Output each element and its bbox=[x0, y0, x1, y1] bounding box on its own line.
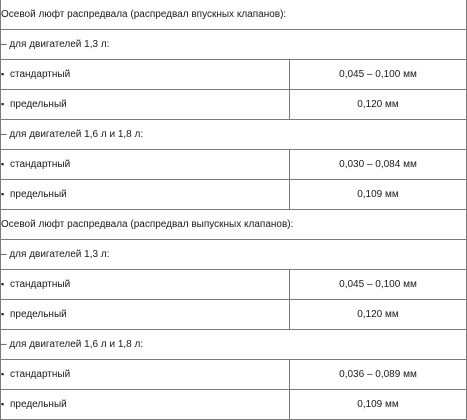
param-cell bbox=[1, 270, 290, 300]
value-cell: 0,109 мм bbox=[290, 180, 467, 210]
table-row bbox=[1, 300, 467, 330]
table-row bbox=[1, 60, 467, 90]
table-row bbox=[1, 120, 467, 150]
bullet-icon: ▪ bbox=[1, 399, 5, 409]
table-row bbox=[1, 330, 467, 360]
value-cell: 0,045 – 0,100 мм bbox=[290, 60, 467, 90]
table-row bbox=[1, 390, 467, 420]
section-heading: Осевой люфт распредвала (распредвал выпускных клапанов): bbox=[1, 210, 467, 240]
param-label: стандартный bbox=[10, 369, 71, 380]
param-cell bbox=[1, 300, 290, 330]
bullet-icon: ▪ bbox=[1, 159, 5, 169]
table-row bbox=[1, 360, 467, 390]
bullet-icon: ▪ bbox=[1, 99, 5, 109]
value-cell: 0,120 мм bbox=[290, 300, 467, 330]
value-cell: 0,120 мм bbox=[290, 90, 467, 120]
value-cell: 0,036 – 0,089 мм bbox=[290, 360, 467, 390]
table-row bbox=[1, 0, 467, 30]
param-label: предельный bbox=[10, 99, 67, 110]
bullet-icon: ▪ bbox=[1, 369, 5, 379]
table-row bbox=[1, 180, 467, 210]
value-cell: 0,030 – 0,084 мм bbox=[290, 150, 467, 180]
section-heading: Осевой люфт распредвала (распредвал впускных клапанов): bbox=[1, 0, 467, 30]
param-label: предельный bbox=[10, 189, 67, 200]
table-row bbox=[1, 240, 467, 270]
param-label: стандартный bbox=[10, 159, 71, 170]
bullet-icon: ▪ bbox=[1, 279, 5, 289]
value-cell: 0,109 мм bbox=[290, 390, 467, 420]
table-row bbox=[1, 30, 467, 60]
subsection-heading: – для двигателей 1,6 л и 1,8 л: bbox=[1, 330, 467, 360]
bullet-icon: ▪ bbox=[1, 189, 5, 199]
bullet-icon: ▪ bbox=[1, 309, 5, 319]
param-cell bbox=[1, 90, 290, 120]
subsection-heading: – для двигателей 1,3 л: bbox=[1, 240, 467, 270]
param-cell bbox=[1, 360, 290, 390]
table-row bbox=[1, 90, 467, 120]
param-cell bbox=[1, 150, 290, 180]
param-label: стандартный bbox=[10, 279, 71, 290]
param-label: предельный bbox=[10, 309, 67, 320]
subsection-heading: – для двигателей 1,3 л: bbox=[1, 30, 467, 60]
subsection-heading: – для двигателей 1,6 л и 1,8 л: bbox=[1, 120, 467, 150]
table-row bbox=[1, 270, 467, 300]
param-cell bbox=[1, 180, 290, 210]
param-cell bbox=[1, 390, 290, 420]
param-cell bbox=[1, 60, 290, 90]
bullet-icon: ▪ bbox=[1, 69, 5, 79]
value-cell: 0,045 – 0,100 мм bbox=[290, 270, 467, 300]
param-label: стандартный bbox=[10, 69, 71, 80]
table-row bbox=[1, 150, 467, 180]
param-label: предельный bbox=[10, 399, 67, 410]
table-row bbox=[1, 210, 467, 240]
